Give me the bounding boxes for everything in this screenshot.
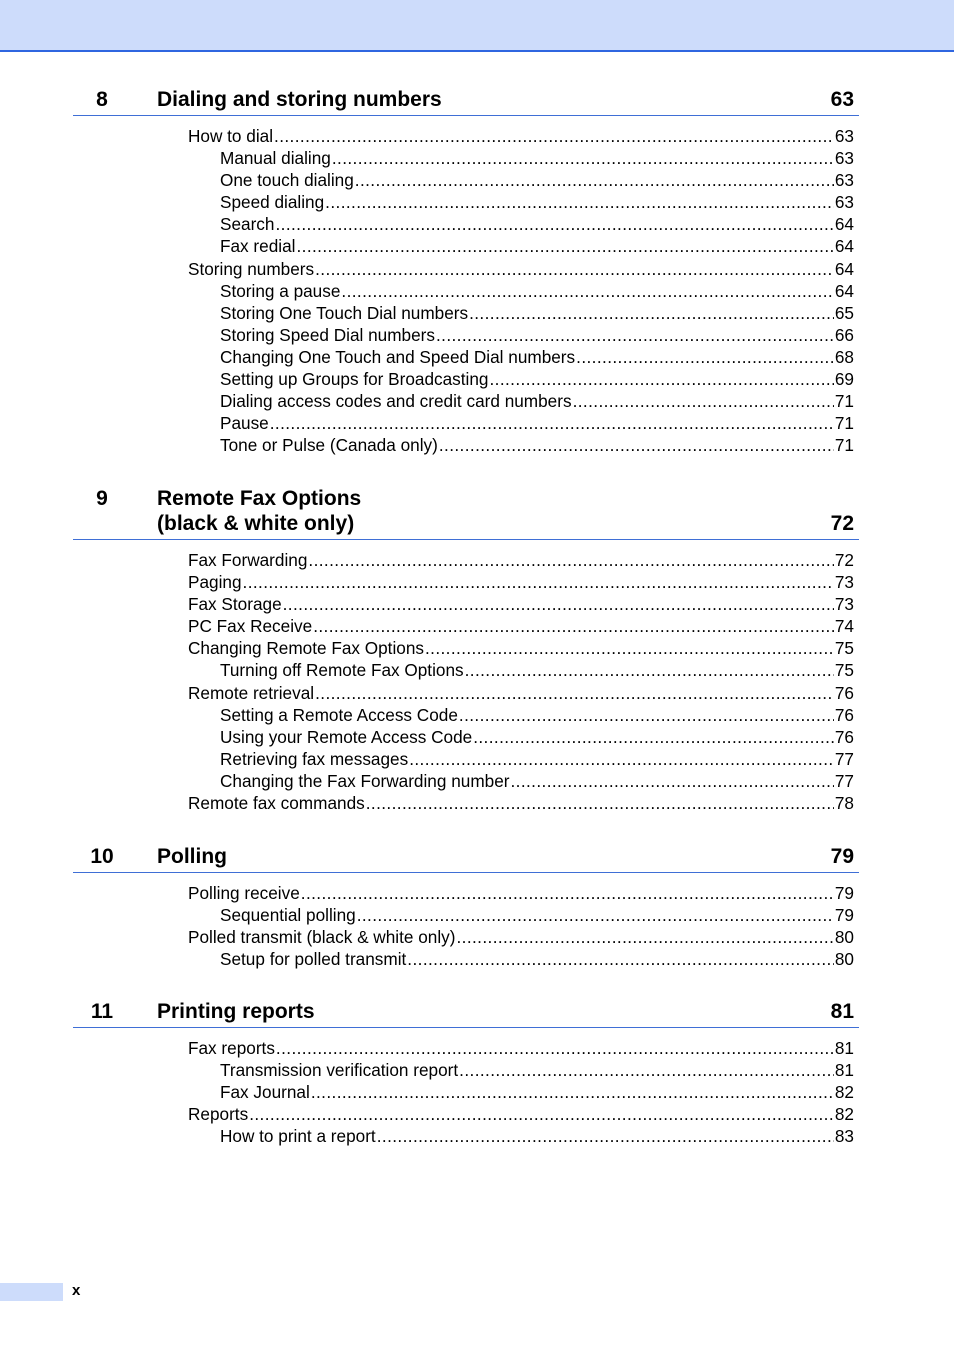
toc-entry[interactable] bbox=[73, 593, 859, 615]
toc-entry[interactable] bbox=[73, 704, 859, 726]
toc-entry-title: Storing numbers bbox=[188, 258, 315, 279]
toc-entry[interactable] bbox=[73, 904, 859, 926]
toc-entry[interactable] bbox=[73, 792, 859, 814]
dot-leader bbox=[377, 1125, 834, 1147]
chapter-heading bbox=[73, 486, 859, 540]
dot-leader bbox=[325, 191, 834, 213]
toc-entries bbox=[73, 1028, 859, 1147]
toc-entry[interactable] bbox=[73, 235, 859, 257]
dot-leader bbox=[341, 280, 833, 302]
toc-entry-page: 75 bbox=[834, 638, 854, 659]
toc-entry-page: 71 bbox=[834, 391, 854, 412]
dot-leader bbox=[332, 147, 834, 169]
dot-leader bbox=[489, 368, 833, 390]
toc-entry-title: Reports bbox=[188, 1104, 249, 1125]
toc-entry[interactable] bbox=[73, 258, 859, 280]
toc-entry-title: Changing One Touch and Speed Dial numbers bbox=[220, 346, 576, 367]
toc-entry-page: 73 bbox=[834, 572, 854, 593]
toc-entry-page: 63 bbox=[834, 148, 854, 169]
toc-entry-title: Polled transmit (black & white only) bbox=[188, 927, 456, 948]
page-number: x bbox=[72, 1282, 81, 1299]
chapter-heading bbox=[73, 87, 859, 116]
toc-entry[interactable] bbox=[73, 926, 859, 948]
dot-leader bbox=[249, 1103, 834, 1125]
dot-leader bbox=[283, 593, 834, 615]
chapter-page[interactable]: 63 bbox=[830, 88, 854, 111]
chapter-title: Dialing and storing numbers bbox=[157, 88, 442, 111]
toc-entry-page: 82 bbox=[834, 1104, 854, 1125]
chapter-11 bbox=[73, 999, 859, 1147]
toc-entry-page: 76 bbox=[834, 726, 854, 747]
dot-leader bbox=[315, 258, 834, 280]
toc-entry-page: 82 bbox=[834, 1082, 854, 1103]
toc-entry-page: 65 bbox=[834, 302, 854, 323]
toc-entry-page: 74 bbox=[834, 616, 854, 637]
toc-entry-page: 71 bbox=[834, 435, 854, 456]
toc-entry[interactable] bbox=[73, 882, 859, 904]
toc-entry-title: Pause bbox=[220, 413, 269, 434]
chapter-number: 11 bbox=[90, 1000, 114, 1023]
toc-entry-title: Remote fax commands bbox=[188, 793, 365, 814]
toc-entry[interactable] bbox=[73, 659, 859, 681]
toc-entry-title: Search bbox=[220, 214, 275, 235]
chapter-page[interactable]: 72 bbox=[830, 512, 854, 535]
toc-entry[interactable] bbox=[73, 368, 859, 390]
toc-entry-page: 71 bbox=[834, 413, 854, 434]
toc-entry[interactable] bbox=[73, 1125, 859, 1147]
dot-leader bbox=[301, 882, 834, 904]
toc-entry[interactable] bbox=[73, 682, 859, 704]
toc-entry-title: How to dial bbox=[188, 126, 274, 146]
toc-entry[interactable] bbox=[73, 191, 859, 213]
toc-entry-title: Transmission verification report bbox=[220, 1060, 459, 1081]
toc-entry[interactable] bbox=[73, 748, 859, 770]
dot-leader bbox=[469, 302, 834, 324]
toc-entry[interactable] bbox=[73, 280, 859, 302]
chapter-heading bbox=[73, 844, 859, 873]
toc-entry[interactable] bbox=[73, 390, 859, 412]
toc-entry[interactable] bbox=[73, 1037, 859, 1059]
dot-leader bbox=[473, 726, 834, 748]
toc-entries bbox=[73, 540, 859, 814]
toc-entry-title: Fax Journal bbox=[220, 1082, 310, 1103]
dot-leader bbox=[275, 213, 833, 235]
toc-entry-page: 77 bbox=[834, 770, 854, 791]
toc-entry-title: Paging bbox=[188, 572, 242, 593]
toc-entry-page: 81 bbox=[834, 1060, 854, 1081]
toc-entry[interactable] bbox=[73, 434, 859, 456]
chapter-page[interactable]: 81 bbox=[830, 1000, 854, 1023]
toc-entry[interactable] bbox=[73, 549, 859, 571]
toc-entry-title: PC Fax Receive bbox=[188, 616, 313, 637]
dot-leader bbox=[308, 549, 833, 571]
footer-tab bbox=[0, 1283, 63, 1301]
toc-entry-title: Setup for polled transmit bbox=[220, 949, 407, 970]
dot-leader bbox=[407, 948, 834, 970]
toc-entry-page: 81 bbox=[834, 1038, 854, 1058]
toc-entry[interactable] bbox=[73, 125, 859, 147]
toc-entry-title: Setting a Remote Access Code bbox=[220, 704, 458, 725]
toc-entry-title: Changing the Fax Forwarding number bbox=[220, 770, 510, 791]
toc-entry[interactable] bbox=[73, 169, 859, 191]
toc-entry-page: 80 bbox=[834, 927, 854, 948]
toc-entry-title: Changing Remote Fax Options bbox=[188, 638, 424, 659]
dot-leader bbox=[296, 235, 833, 257]
chapter-number: 10 bbox=[90, 845, 114, 868]
toc-entry-page: 80 bbox=[834, 949, 854, 970]
toc-entry-title: Sequential polling bbox=[220, 905, 356, 926]
toc-entry[interactable] bbox=[73, 1103, 859, 1125]
toc-entry-page: 76 bbox=[834, 704, 854, 725]
toc-entry[interactable] bbox=[73, 637, 859, 659]
chapter-title: Polling bbox=[157, 845, 227, 868]
toc-entry-page: 79 bbox=[834, 883, 854, 903]
toc-entry-page: 77 bbox=[834, 748, 854, 769]
toc-entry-page: 63 bbox=[834, 170, 854, 191]
toc-entry-title: Fax redial bbox=[220, 236, 296, 257]
dot-leader bbox=[366, 792, 834, 814]
toc-entry[interactable] bbox=[73, 571, 859, 593]
toc-entry-page: 63 bbox=[834, 192, 854, 213]
toc-entry[interactable] bbox=[73, 1081, 859, 1103]
toc-entry-title: Storing Speed Dial numbers bbox=[220, 324, 435, 345]
chapter-8 bbox=[73, 87, 859, 456]
dot-leader bbox=[425, 637, 834, 659]
toc-entry[interactable] bbox=[73, 213, 859, 235]
toc-entries bbox=[73, 116, 859, 456]
toc-entry-title: How to print a report bbox=[220, 1126, 376, 1147]
toc-entry-title: Manual dialing bbox=[220, 148, 331, 169]
dot-leader bbox=[436, 324, 834, 346]
dot-leader bbox=[465, 659, 834, 681]
toc-entry-page: 76 bbox=[834, 682, 854, 703]
toc-entry-page: 64 bbox=[834, 280, 854, 301]
chapter-9 bbox=[73, 486, 859, 814]
dot-leader bbox=[274, 125, 834, 147]
dot-leader bbox=[276, 1037, 834, 1059]
toc-entry-title: Storing One Touch Dial numbers bbox=[220, 302, 469, 323]
dot-leader bbox=[243, 571, 834, 593]
toc-entry-page: 64 bbox=[834, 236, 854, 257]
toc-entry-title: Dialing access codes and credit card numbers bbox=[220, 391, 572, 412]
toc-entry-page: 69 bbox=[834, 369, 854, 390]
toc-entry-page: 68 bbox=[834, 346, 854, 367]
dot-leader bbox=[456, 926, 833, 948]
chapter-title: Remote Fax Options (black & white only) bbox=[157, 487, 362, 535]
toc-entry-title: Using your Remote Access Code bbox=[220, 726, 473, 747]
toc-entry-title: Retrieving fax messages bbox=[220, 748, 409, 769]
toc-entry-page: 73 bbox=[834, 594, 854, 615]
toc-entry-page: 83 bbox=[834, 1126, 854, 1147]
toc-entries bbox=[73, 873, 859, 970]
toc-entry-page: 64 bbox=[834, 258, 854, 279]
toc-entry-page: 75 bbox=[834, 660, 854, 681]
dot-leader bbox=[355, 169, 834, 191]
toc-entry[interactable] bbox=[73, 412, 859, 434]
toc-entry-page: 78 bbox=[834, 793, 854, 814]
toc-entry-title: Remote retrieval bbox=[188, 682, 315, 703]
chapter-number: 8 bbox=[96, 88, 108, 111]
toc-entry[interactable] bbox=[73, 147, 859, 169]
toc-entry[interactable] bbox=[73, 302, 859, 324]
toc-entry[interactable] bbox=[73, 726, 859, 748]
dot-leader bbox=[311, 1081, 834, 1103]
dot-leader bbox=[573, 390, 834, 412]
chapter-heading bbox=[73, 999, 859, 1028]
toc-entry-page: 63 bbox=[834, 126, 854, 146]
dot-leader bbox=[270, 412, 834, 434]
toc-entry-title: Setting up Groups for Broadcasting bbox=[220, 369, 489, 390]
dot-leader bbox=[409, 748, 834, 770]
toc-entry-page: 79 bbox=[834, 905, 854, 926]
toc-entry-title: Speed dialing bbox=[220, 192, 325, 213]
toc-entry-title: Tone or Pulse (Canada only) bbox=[220, 435, 438, 456]
toc-entry[interactable] bbox=[73, 770, 859, 792]
toc-entry-title: Fax Storage bbox=[188, 594, 282, 615]
toc-entry-page: 64 bbox=[834, 214, 854, 235]
header-band bbox=[0, 0, 954, 52]
chapter-number: 9 bbox=[96, 487, 108, 510]
toc-entry-title: Turning off Remote Fax Options bbox=[220, 660, 464, 681]
toc-entry-title: One touch dialing bbox=[220, 170, 354, 191]
dot-leader bbox=[315, 682, 834, 704]
chapter-10 bbox=[73, 844, 859, 970]
toc-entry[interactable] bbox=[73, 1059, 859, 1081]
chapter-page[interactable]: 79 bbox=[830, 845, 854, 868]
dot-leader bbox=[313, 615, 834, 637]
toc-entry[interactable] bbox=[73, 615, 859, 637]
toc-entry-title: Storing a pause bbox=[220, 280, 341, 301]
toc-entry-page: 66 bbox=[834, 324, 854, 345]
toc-entry[interactable] bbox=[73, 324, 859, 346]
toc-entry-title: Polling receive bbox=[188, 883, 300, 903]
toc-entry[interactable] bbox=[73, 948, 859, 970]
toc-entry-title: Fax reports bbox=[188, 1038, 275, 1058]
chapter-title: Printing reports bbox=[157, 1000, 315, 1023]
dot-leader bbox=[459, 1059, 834, 1081]
dot-leader bbox=[510, 770, 833, 792]
dot-leader bbox=[459, 704, 834, 726]
dot-leader bbox=[357, 904, 834, 926]
dot-leader bbox=[576, 346, 834, 368]
dot-leader bbox=[439, 434, 834, 456]
toc-entry[interactable] bbox=[73, 346, 859, 368]
toc-entry-title: Fax Forwarding bbox=[188, 550, 308, 570]
toc-entry-page: 72 bbox=[834, 550, 854, 570]
